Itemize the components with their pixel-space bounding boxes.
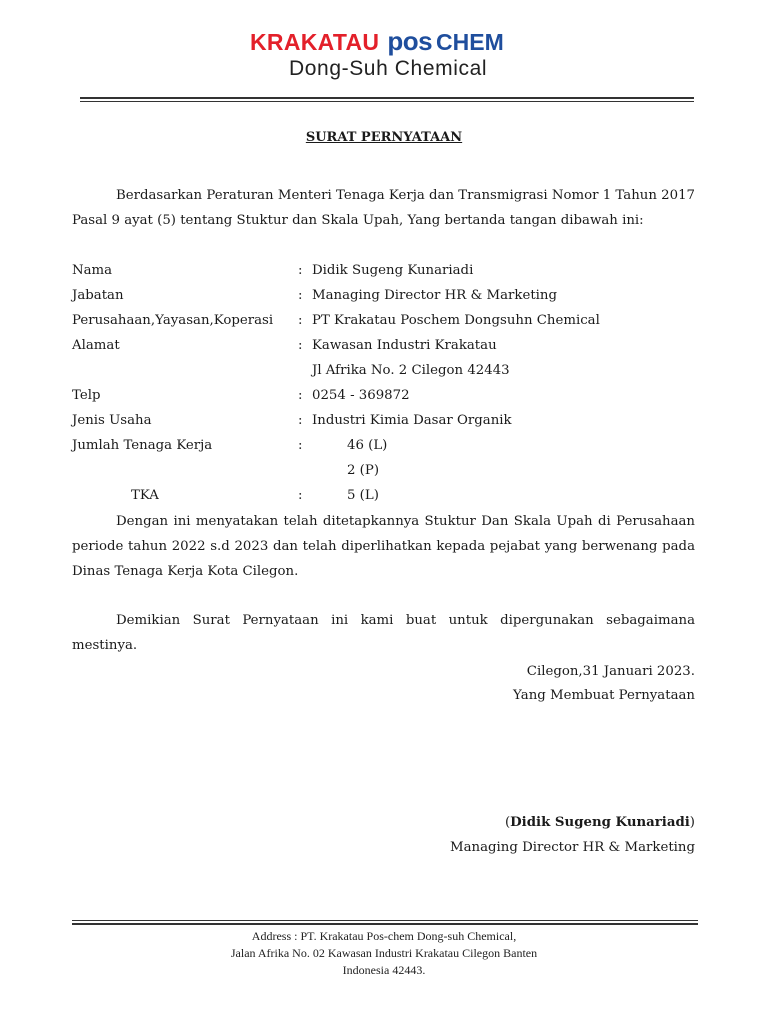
field-label: Nama	[72, 263, 113, 278]
company-subtitle: Dong-Suh Chemical	[289, 57, 488, 80]
logo-chem-text: CHEM	[436, 29, 504, 55]
logo-krakatau-text: KRAKATAU	[250, 29, 380, 55]
place-date: Cilegon,31 Januari 2023.	[526, 664, 695, 679]
intro-paragraph: Berdasarkan Peraturan Menteri Tenaga Kerja dan Transmigrasi Nomor 1 Tahun 2017 Pasal 9 ayat (5) tentang Stuktur dan Skala Upah, Yang bertanda tangan dibawah ini:	[72, 188, 695, 228]
field-colon: :	[298, 288, 303, 303]
field-value: Didik Sugeng Kunariadi	[312, 263, 474, 278]
maker-label: Yang Membuat Pernyataan	[513, 688, 695, 703]
field-value: 5 (L)	[347, 488, 379, 503]
field-colon: :	[298, 488, 303, 503]
field-row-tka	[0, 483, 768, 508]
closing-paragraph: Demikian Surat Pernyataan ini kami buat untuk dipergunakan sebagaimana mestinya.	[72, 613, 695, 653]
field-colon: :	[298, 413, 303, 428]
field-label: Jumlah Tenaga Kerja	[72, 438, 213, 453]
field-value: Managing Director HR & Marketing	[312, 288, 558, 303]
header-divider-top	[80, 97, 694, 99]
field-row-alamat-2	[0, 358, 768, 383]
field-colon: :	[298, 438, 303, 453]
footer-address	[0, 928, 768, 979]
paren-close: )	[689, 815, 695, 830]
field-value: 46 (L)	[347, 438, 388, 453]
field-value: Kawasan Industri Krakatau	[312, 338, 497, 353]
statement-paragraph: Dengan ini menyatakan telah ditetapkannya Stuktur Dan Skala Upah di Perusahaan periode tahun 2022 s.d 2023 dan telah diperlihatkan kepada pejabat yang berwenang pada Dinas Tenaga Kerja Kota Cilegon.	[72, 514, 695, 579]
signatory-name-line	[505, 810, 695, 835]
field-value: Industri Kimia Dasar Organik	[312, 413, 512, 428]
footer-line: Indonesia 42443.	[342, 963, 426, 977]
footer-line: Address : PT. Krakatau Pos-chem Dong-suh Chemical,	[251, 929, 517, 943]
field-row-jumlah-p	[0, 458, 768, 483]
field-row-jumlah-tenaga-kerja	[0, 433, 768, 458]
field-row-nama	[0, 258, 768, 283]
field-colon: :	[298, 388, 303, 403]
company-logo	[250, 26, 504, 56]
logo-pos-text: pos	[387, 26, 433, 56]
field-row-jabatan	[0, 283, 768, 308]
field-colon: :	[298, 313, 303, 328]
footer-divider-top	[72, 920, 698, 921]
field-label: Telp	[72, 388, 101, 403]
field-value: Jl Afrika No. 2 Cilegon 42443	[312, 363, 510, 378]
signatory-name: Didik Sugeng Kunariadi	[510, 815, 690, 830]
field-value: PT Krakatau Poschem Dongsuhn Chemical	[312, 313, 600, 328]
document-title: SURAT PERNYATAAN	[305, 130, 463, 145]
field-label: Perusahaan,Yayasan,Koperasi	[72, 313, 274, 328]
field-colon: :	[298, 338, 303, 353]
field-label: Jenis Usaha	[72, 413, 152, 428]
header-divider-bottom	[80, 101, 694, 102]
field-value: 0254 - 369872	[312, 388, 410, 403]
field-row-jenis-usaha	[0, 408, 768, 433]
field-label: TKA	[131, 488, 159, 503]
field-row-perusahaan	[0, 308, 768, 333]
field-row-alamat	[0, 333, 768, 358]
paren-open: (	[504, 815, 511, 830]
field-row-telp	[0, 383, 768, 408]
field-label: Jabatan	[72, 288, 124, 303]
field-colon: :	[298, 263, 303, 278]
field-value: 2 (P)	[347, 463, 380, 478]
signatory-position: Managing Director HR & Marketing	[449, 840, 695, 855]
footer-divider-bottom	[72, 923, 698, 925]
field-label: Alamat	[72, 338, 120, 353]
footer-line: Jalan Afrika No. 02 Kawasan Industri Krakatau Cilegon Banten	[230, 946, 538, 960]
